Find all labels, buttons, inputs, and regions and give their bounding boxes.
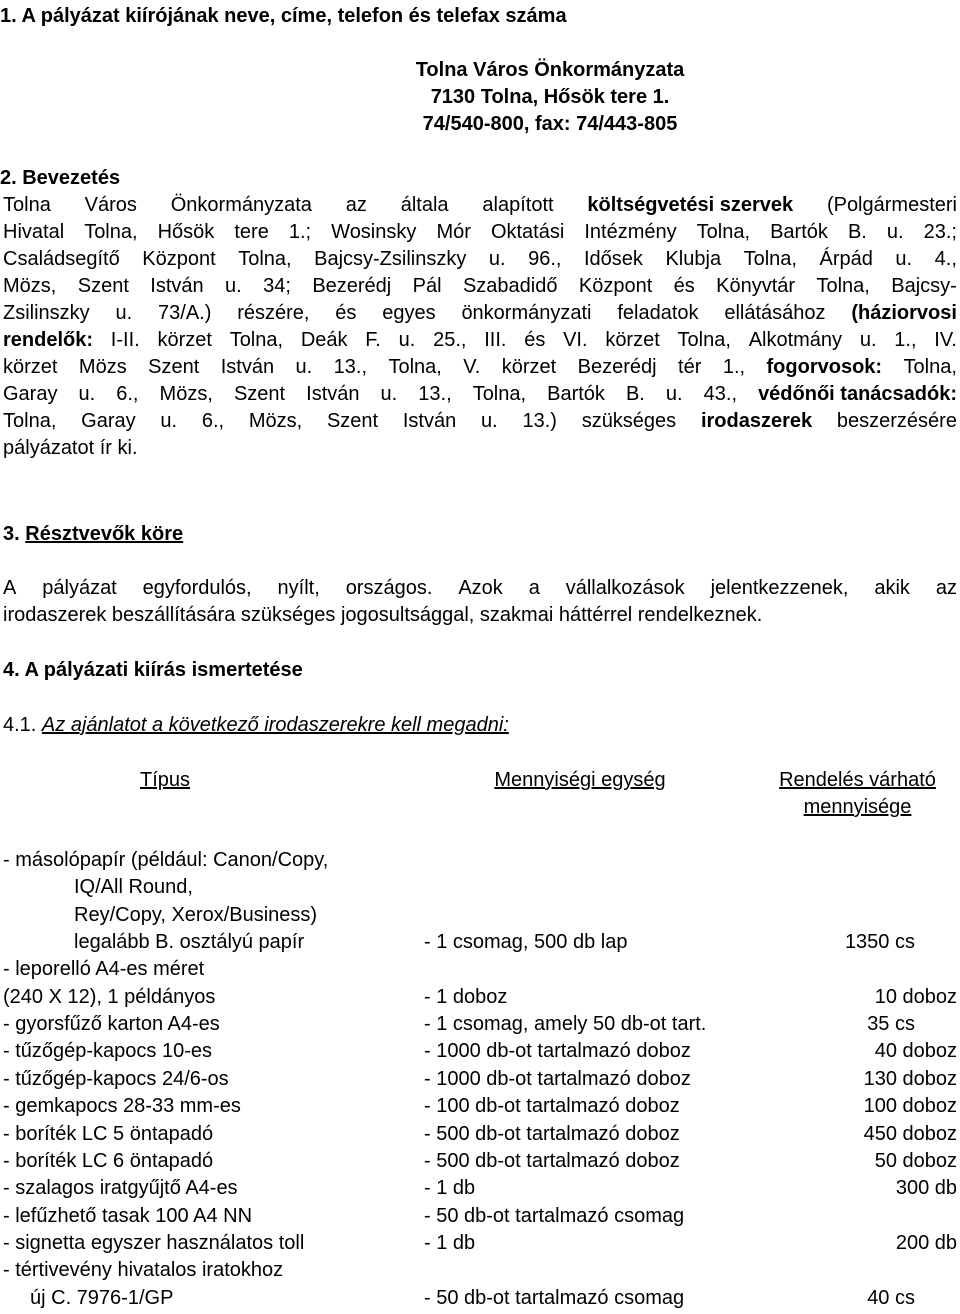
intro-word: egyes [382,302,436,324]
intro-word: Könyvtár [716,275,796,297]
issuer-name: Tolna Város Önkormányzata [415,59,685,81]
intro-word: B. [847,221,867,243]
table-cell-quantity: 1350 cs [844,931,915,953]
intro-word: és [524,329,546,351]
intro-word: Tolna, [472,383,527,405]
intro-word: Tolna, [903,356,957,378]
intro-word: Garay [3,383,58,405]
intro-word: 4., [934,248,957,270]
table-cell-item: - leporelló A4-es méret [3,958,205,980]
intro-word: Szent [326,410,379,432]
intro-word: III. [484,329,507,351]
intro-word: tere [234,221,269,243]
intro-word: és [673,275,695,297]
intro-word: Önkormányzata [170,194,312,216]
intro-word: u. [295,356,313,378]
intro-word: u. [665,383,683,405]
intro-word: Tolna, [3,410,57,432]
intro-word: 6., [116,383,139,405]
intro-word: általa [400,194,449,216]
intro-word: 23.; [923,221,957,243]
intro-word: Bartók [770,221,828,243]
section-1-heading: 1. A pályázat kiírójának neve, címe, telefon és telefax száma [0,5,567,27]
table-cell-item: - gyorsfűző karton A4-es [3,1013,220,1035]
intro-word: u. [886,221,904,243]
participants-word: a [528,577,540,599]
participants-word: pályázat [42,577,117,599]
intro-word: az [345,194,367,216]
section-2-heading: 2. Bevezetés [0,167,121,189]
intro-word: Alkotmány [748,329,843,351]
intro-word: 73/A.) [158,302,212,324]
table-cell-item: Rey/Copy, Xerox/Business) [74,904,318,926]
intro-line [3,301,957,325]
column-header-qty-line-1: Rendelés várható [779,769,936,791]
participants-word: vállalkozások [565,577,685,599]
table-cell-unit: - 500 db-ot tartalmazó doboz [424,1150,680,1172]
intro-word: Tolna, [677,329,731,351]
table-cell-item: - gemkapocs 28-33 mm-es [3,1095,241,1117]
intro-word: Deák [300,329,348,351]
intro-word: védőnői tanácsadók: [758,383,957,405]
participants-word: jelentkezzenek, [710,577,849,599]
column-header-unit: Mennyiségi egység [494,769,666,791]
intro-word: (háziorvosi [851,302,957,324]
table-cell-unit: - 1 db [424,1232,476,1254]
intro-word: körzet [157,329,212,351]
intro-word: Klubja [665,248,722,270]
intro-word: pályázatot ír ki. [3,437,138,459]
intro-word: önkormányzati [461,302,592,324]
intro-word: István [306,383,360,405]
section-3-heading [3,522,183,546]
section-3-number: 3. [3,523,20,545]
intro-word: beszerzésére [836,410,957,432]
intro-word: F. [365,329,381,351]
participants-word: akik [874,577,910,599]
intro-word: Tolna, [84,221,138,243]
intro-word: Tolna, [816,275,870,297]
intro-word: tér [678,356,702,378]
intro-word: Wosinsky [331,221,417,243]
intro-word: 1.; [288,221,312,243]
table-cell-item: IQ/All Round, [74,876,193,898]
intro-line [3,436,957,460]
intro-word: 43., [703,383,738,405]
intro-word: u. [225,275,242,297]
table-cell-unit: - 100 db-ot tartalmazó doboz [424,1095,680,1117]
intro-word: u. [160,410,178,432]
intro-word: 1., [894,329,917,351]
table-cell-unit: - 1000 db-ot tartalmazó doboz [424,1068,691,1090]
intro-word: körzet [501,356,557,378]
intro-word: Tolna, [696,221,751,243]
intro-word: 6., [201,410,225,432]
intro-line [3,328,957,352]
section-4-1-heading [3,713,509,737]
table-cell-unit: - 500 db-ot tartalmazó doboz [424,1123,680,1145]
intro-word: 13., [333,356,368,378]
intro-word: körzet [3,356,58,378]
intro-word: Garay [81,410,136,432]
issuer-address: 7130 Tolna, Hősök tere 1. [430,86,670,108]
intro-word: 96., [528,248,562,270]
intro-word: Zsilinszky [3,302,90,324]
intro-line [3,382,957,406]
intro-word: Tolna, [238,248,292,270]
table-cell-item: - másolópapír (például: Canon/Copy, [3,849,329,871]
table-cell-item: - tűzőgép-kapocs 24/6-os [3,1068,229,1090]
table-cell-unit: - 1 csomag, amely 50 db-ot tart. [424,1013,707,1035]
table-cell-unit: - 50 db-ot tartalmazó csomag [424,1205,685,1227]
intro-word: körzet [605,329,660,351]
intro-word: 34; [263,275,291,297]
intro-line [3,409,957,433]
participants-word: Azok [458,577,503,599]
table-cell-item: - boríték LC 6 öntapadó [3,1150,214,1172]
intro-line [3,247,957,271]
table-cell-item: - tűzőgép-kapocs 10-es [3,1040,213,1062]
intro-word: István [402,410,457,432]
intro-word: Hősök [157,221,215,243]
intro-word: Idősek [584,248,643,270]
intro-word: részére, [237,302,310,324]
intro-word: Szabadidő [462,275,558,297]
intro-word: Oktatási [490,221,565,243]
intro-word: Központ [142,248,216,270]
intro-word: u. [398,329,416,351]
intro-word: Mözs, [159,383,213,405]
intro-word: Szent [233,383,286,405]
column-header-qty-line-2: mennyisége [803,796,912,818]
intro-line [3,220,957,244]
intro-word: Tolna [3,194,51,216]
intro-word: 25., [433,329,467,351]
intro-word: u. [481,410,498,432]
participants-word: egyfordulós, [142,577,252,599]
intro-word: u. [895,248,913,270]
intro-word: Bajcsy-Zsilinszky [314,248,467,270]
intro-word: VI. [563,329,588,351]
table-cell-unit: - 1000 db-ot tartalmazó doboz [424,1040,691,1062]
intro-word: V. [463,356,481,378]
table-cell-quantity: 40 cs [867,1287,915,1309]
table-cell-item: - tértivevény hivatalos iratokhoz [3,1259,284,1281]
section-4-heading: 4. A pályázati kiírás ismertetése [3,659,303,681]
table-cell-quantity: 200 db [895,1232,957,1254]
intro-word: Mór [436,221,471,243]
intro-word: költségvetési szervek [587,194,794,216]
section-4-1-text: Az ajánlatot a következő irodaszerekre kell megadni: [41,714,509,736]
table-cell-quantity: 300 db [895,1177,957,1199]
intro-word: Bartók [547,383,605,405]
intro-word: István [220,356,275,378]
table-cell-item: - signetta egyszer használatos toll [3,1232,305,1254]
intro-word: Családsegítő [3,248,120,270]
intro-line [3,355,957,379]
table-cell-quantity: 450 doboz [863,1123,957,1145]
table-cell-unit: - 1 db [424,1177,476,1199]
intro-word: Bezerédj [312,275,392,297]
table-cell-quantity: 40 doboz [874,1040,957,1062]
intro-word: B. [625,383,645,405]
section-4-1-number: 4.1. [3,714,37,736]
table-cell-quantity: 50 doboz [874,1150,957,1172]
intro-word: u. [78,383,96,405]
intro-word: Bajcsy- [891,275,957,297]
table-cell-unit: - 1 csomag, 500 db lap [424,931,628,953]
section-3-title: Résztvevők köre [25,523,184,545]
table-cell-unit: - 1 doboz [424,986,508,1008]
table-cell-unit: - 50 db-ot tartalmazó csomag [424,1287,685,1309]
intro-word: Szent [148,356,200,378]
table-cell-item: legalább B. osztályú papír [74,931,305,953]
intro-word: Mözs, [3,275,57,297]
intro-word: 13., [418,383,452,405]
participants-word: az [935,577,957,599]
intro-word: alapított [482,194,554,216]
participants-word: nyílt, [277,577,320,599]
intro-word: fogorvosok: [766,356,883,378]
participants-word: országos. [345,577,433,599]
table-cell-quantity: 130 doboz [863,1068,957,1090]
issuer-phone: 74/540-800, fax: 74/443-805 [422,113,678,135]
intro-word: feladatok [617,302,699,324]
intro-word: Mözs [78,356,127,378]
intro-word: Tolna, [743,248,797,270]
intro-word: Mözs, [248,410,303,432]
intro-word: u. [488,248,506,270]
intro-word: Tolna, [388,356,442,378]
intro-word: irodaszerek [700,410,813,432]
participants-word: A [3,577,17,599]
intro-word: u. [859,329,877,351]
intro-word: Hivatal [3,221,65,243]
intro-word: Bezerédj [577,356,657,378]
intro-word: Város [84,194,137,216]
table-cell-item: - szalagos iratgyűjtő A4-es [3,1177,238,1199]
intro-word: István [150,275,204,297]
intro-word: Pál [412,275,442,297]
table-cell-quantity: 35 cs [867,1013,915,1035]
column-header-type: Típus [139,769,191,791]
intro-line [3,274,957,298]
intro-word: Tolna, [229,329,284,351]
table-cell-item: új C. 7976-1/GP [30,1287,174,1309]
intro-word: (Polgármesteri [826,194,957,216]
intro-word: Szent [77,275,129,297]
intro-word: szükséges [581,410,677,432]
intro-word: 13.) [522,410,557,432]
table-cell-item: - lefűzhető tasak 100 A4 NN [3,1205,253,1227]
intro-word: és [335,302,357,324]
intro-word: IV. [934,329,957,351]
table-cell-item: (240 X 12), 1 példányos [3,986,216,1008]
intro-word: u. [380,383,398,405]
intro-word: Árpád [819,248,873,270]
intro-word: ellátásához [724,302,826,324]
intro-word: rendelők: [3,329,94,351]
intro-word: I-II. [110,329,140,351]
intro-word: 1., [722,356,746,378]
intro-word: Központ [578,275,653,297]
participants-word: irodaszerek beszállítására szükséges jogosultsággal, szakmai háttérrel rendelkeznek. [3,604,763,626]
participants-line [3,576,957,600]
intro-word: u. [115,302,133,324]
table-cell-item: - boríték LC 5 öntapadó [3,1123,214,1145]
table-cell-quantity: 100 doboz [863,1095,957,1117]
intro-line [3,193,957,217]
intro-word: Intézmény [584,221,677,243]
participants-line [3,603,957,627]
table-cell-quantity: 10 doboz [874,986,957,1008]
